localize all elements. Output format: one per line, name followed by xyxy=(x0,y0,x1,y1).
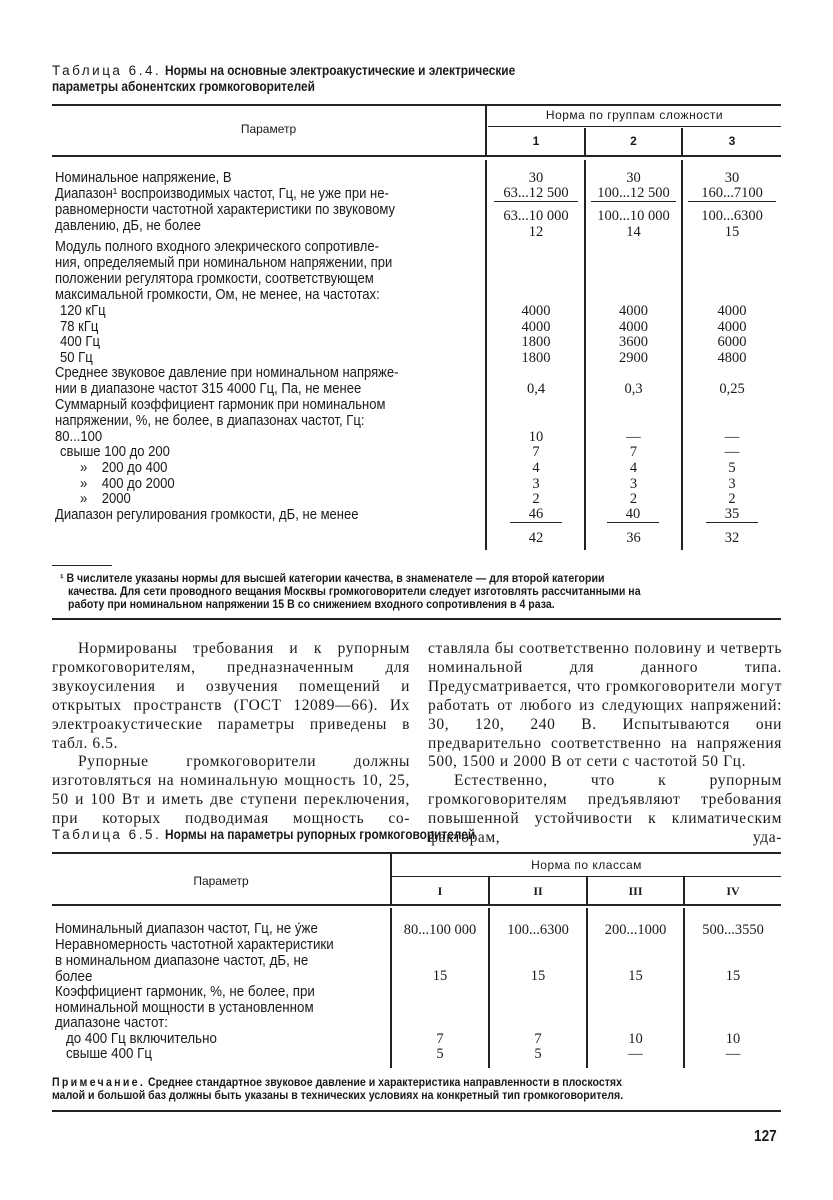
param-volume-range: Диапазон регулирования громкости, дБ, не менее xyxy=(55,507,359,523)
cell: 4800 xyxy=(717,350,747,366)
paragraph: Нормированы требования и к рупорным громкоговорителям, предназначенным для звукоусиления и озвучения помещений и открытых пространств (ГОСТ 12089—66). Их электроакустические параметры приведены в табл. 6.5. xyxy=(52,640,410,752)
header-col-III: III xyxy=(628,884,643,898)
cell: 80...100 000 xyxy=(403,922,477,938)
cell-denominator: 36 xyxy=(626,530,641,546)
param-harmonic-line: диапазоне частот: xyxy=(55,1015,168,1031)
param-impedance-line: максимальной громкости, Ом, не менее, на частотах: xyxy=(55,287,380,303)
cell: 1800 xyxy=(521,350,551,366)
table-6-5-title: Нормы на параметры рупорных громкоговорителей xyxy=(164,827,476,842)
table-top-rule xyxy=(52,852,781,854)
cell: 30 xyxy=(528,170,544,186)
cell: 15 xyxy=(432,968,448,984)
cell: 7 xyxy=(629,444,638,460)
param-thd-line: напряжении, %, не более, в диапазонах частот, Гц: xyxy=(55,413,365,429)
header-col-3: 3 xyxy=(728,134,736,148)
page-number: 127 xyxy=(754,1128,777,1145)
param-thd-line: Суммарный коэффициент гармоник при номинальном xyxy=(55,397,386,413)
cell: 30 xyxy=(724,170,740,186)
table-note-line2: малой и большой баз должны быть указаны в технических условиях на конкретный тип громкоговорителя. xyxy=(52,1090,624,1102)
cell-denominator: 100...6300 xyxy=(701,208,763,224)
cell: 3600 xyxy=(619,334,648,350)
cell: 4000 xyxy=(521,303,551,319)
param-thd-200-400: » 200 до 400 xyxy=(80,460,168,476)
param-nominal-range: Номинальный диапазон частот, Гц, не у́же xyxy=(55,921,318,937)
cell-numerator: 63...12 500 xyxy=(494,186,578,202)
cell: 2 xyxy=(728,491,736,507)
header-bottom-rule xyxy=(52,155,781,157)
header-col-IV: IV xyxy=(726,884,740,898)
cell: 1800 xyxy=(521,334,551,350)
cell: 0,25 xyxy=(719,381,745,397)
cell-numerator: 35 xyxy=(706,507,758,523)
cell: 3 xyxy=(629,476,638,492)
header-param: Параметр xyxy=(193,874,249,888)
col-divider xyxy=(485,104,487,155)
param-harmonic-line: номинальной мощности в установленном xyxy=(55,1000,314,1016)
cell: — xyxy=(628,1046,643,1062)
param-impedance-line: ния, определяемый при номинальном напряжении, при xyxy=(55,255,393,271)
cell: 4000 xyxy=(619,319,648,335)
param-sound-pressure-line: Среднее звуковое давление при номинальном напряже- xyxy=(55,365,399,381)
paragraph: ставляла бы соответственно половину и четверть номинальной для данного типа. Предусматривается, что громкоговорители могут работать от любого из следующих напряжений: 30, 120, 240 В. Испытываются они предварительно соответственно на напряжения 500, 1500 и 2000 В от сети с частотой 50 Гц. xyxy=(428,640,782,771)
cell: 15 xyxy=(530,968,546,984)
param-impedance-line: Модуль полного входного элекрического сопротивле- xyxy=(55,239,379,255)
cell: 2 xyxy=(532,491,540,507)
param-thd-2000: » 2000 xyxy=(80,491,131,507)
cell: 14 xyxy=(626,224,641,240)
cell: 0,3 xyxy=(624,381,643,397)
cell: 500...3550 xyxy=(702,922,764,938)
cell: — xyxy=(725,1046,741,1062)
table-bottom-rule xyxy=(52,1110,781,1112)
param-freq-range-line: равномерности частотной характеристики по звуковому xyxy=(55,202,395,218)
param-freq-range-line: давлению, дБ, не более xyxy=(55,218,202,234)
cell: 15 xyxy=(725,968,741,984)
table-6-4-caption xyxy=(52,63,563,79)
header-param: Параметр xyxy=(240,122,297,136)
param-thd-400-2000: » 400 до 2000 xyxy=(80,476,175,492)
body-left-column xyxy=(52,640,410,829)
table-6-4-label: Таблица 6.4. xyxy=(52,63,162,78)
param-up-to-400hz: до 400 Гц включительно xyxy=(66,1031,217,1047)
group-header-rule xyxy=(488,126,781,127)
cell: 3 xyxy=(728,476,736,492)
header-group: Норма по классам xyxy=(531,858,642,872)
param-400hz: 400 Гц xyxy=(60,334,100,350)
table-top-rule xyxy=(52,104,781,106)
param-thd-80-100: 80...100 xyxy=(55,429,103,445)
cell: 7 xyxy=(532,444,540,460)
param-nominal-voltage: Номинальное напряжение, В xyxy=(55,170,232,186)
cell-numerator: 40 xyxy=(607,507,659,523)
header-col-2: 2 xyxy=(630,134,637,148)
param-sound-pressure-line: нии в диапазоне частот 315 4000 Гц, Па, не менее xyxy=(55,381,362,397)
cell: 15 xyxy=(724,224,740,240)
table-6-4-title-line2: параметры абонентских громкоговорителей xyxy=(52,79,315,94)
cell: 10 xyxy=(528,429,544,445)
cell: 5 xyxy=(436,1046,444,1062)
cell: 5 xyxy=(534,1046,542,1062)
footnote-line: работу при номинальном напряжении 15 В со снижением входного сопротивления в 4 раза. xyxy=(68,599,555,611)
header-bottom-rule xyxy=(52,904,781,906)
cell: 3 xyxy=(532,476,540,492)
param-78khz: 78 кГц xyxy=(60,319,99,335)
cell: 7 xyxy=(534,1031,542,1047)
cell-denominator: 42 xyxy=(528,530,544,546)
param-freq-range-line: Диапазон¹ воспроизводимых частот, Гц, не уже при не- xyxy=(55,186,389,202)
cell-denominator: 32 xyxy=(724,530,740,546)
cell: 4000 xyxy=(717,303,747,319)
footnote-line: качества. Для сети проводного вещания Москвы громкоговорители следует изготовлять рассчитанными на xyxy=(68,586,641,598)
cell: 200...1000 xyxy=(604,922,667,938)
cell: 10 xyxy=(725,1031,741,1047)
header-col-1: 1 xyxy=(532,134,540,148)
cell: 12 xyxy=(528,224,544,240)
param-harmonic-line: Коэффициент гармоник, %, не более, при xyxy=(55,984,315,1000)
cell: 2 xyxy=(629,491,638,507)
param-nonuniformity-line: более xyxy=(55,969,93,985)
cell-denominator: 63...10 000 xyxy=(503,208,569,224)
cell: 6000 xyxy=(717,334,747,350)
body-right-column xyxy=(428,640,782,848)
cell: 10 xyxy=(628,1031,643,1047)
paragraph: Естественно, что к рупорным громкоговорителям предъявляют требования повышенной устойчивости к климатическим факторам, уда- xyxy=(428,772,782,847)
footnote-line: ¹ В числителе указаны нормы для высшей категории качества, в знаменателе — для второй категории xyxy=(60,573,605,585)
cell: 4000 xyxy=(521,319,551,335)
cell: 4 xyxy=(629,460,638,476)
param-thd-100-200: свыше 100 до 200 xyxy=(60,444,170,460)
cell: 4000 xyxy=(717,319,747,335)
table-6-5-caption xyxy=(52,827,517,843)
cell: 100...6300 xyxy=(507,922,569,938)
cell-numerator: 100...12 500 xyxy=(591,186,676,202)
cell: 4000 xyxy=(619,303,648,319)
footnote-rule xyxy=(52,565,112,566)
note-label: Примечание. xyxy=(52,1077,146,1089)
cell-numerator: 160...7100 xyxy=(688,186,776,202)
header-group: Норма по группам сложности xyxy=(545,108,724,122)
cell-numerator: 46 xyxy=(510,507,562,523)
note-text: Среднее стандартное звуковое давление и характеристика направленности в плоскостях xyxy=(148,1077,622,1089)
param-120khz: 120 кГц xyxy=(60,303,106,319)
cell: 5 xyxy=(728,460,736,476)
paragraph: Рупорные громкоговорители должны изготовляться на номинальную мощность 10, 25, 50 и 100 Вт и иметь две ступени переключения, при которых подводимая мощность со- xyxy=(52,753,410,828)
cell: 2900 xyxy=(619,350,648,366)
cell: 4 xyxy=(532,460,540,476)
cell: 15 xyxy=(628,968,643,984)
param-above-400hz: свыше 400 Гц xyxy=(66,1046,153,1062)
table-note-line1 xyxy=(52,1077,622,1090)
table-6-5-label: Таблица 6.5. xyxy=(52,827,162,842)
col-divider xyxy=(485,160,487,550)
table-6-4-title-line1: Нормы на основные электроакустические и электрические xyxy=(164,63,516,78)
cell: 30 xyxy=(626,170,641,186)
cell: — xyxy=(724,429,740,445)
param-nonuniformity-line: Неравномерность частотной характеристики xyxy=(55,937,334,953)
cell: 7 xyxy=(436,1031,444,1047)
param-nonuniformity-line: в номинальном диапазоне частот, дБ, не xyxy=(55,953,309,969)
param-50hz: 50 Гц xyxy=(60,350,93,366)
cell: 0,4 xyxy=(526,381,546,397)
header-col-I: I xyxy=(437,884,443,898)
param-impedance-line: положении регулятора громкости, соответствующем xyxy=(55,271,374,287)
cell: — xyxy=(626,429,641,445)
cell: — xyxy=(724,444,740,460)
header-col-II: II xyxy=(533,884,543,898)
cell-denominator: 100...10 000 xyxy=(597,208,670,224)
table-bottom-rule xyxy=(52,618,781,620)
